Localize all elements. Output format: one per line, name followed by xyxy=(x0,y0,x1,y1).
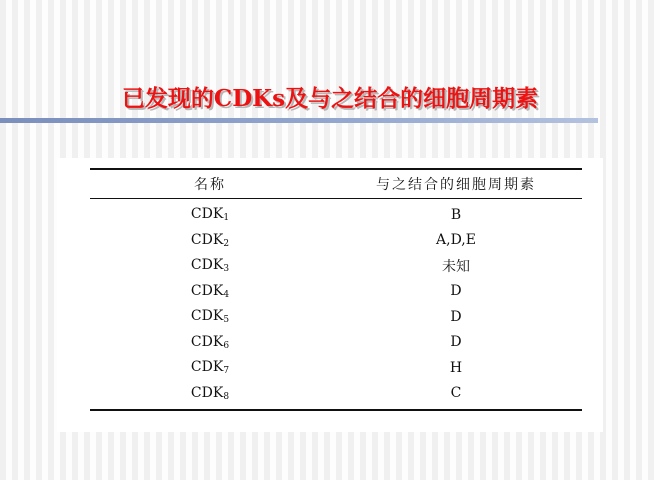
slide-title: 已发现的CDKs及与之结合的细胞周期素 xyxy=(121,85,539,112)
cyclin-cell: D xyxy=(450,334,462,351)
cdk-name-cell xyxy=(90,228,330,254)
cdk-name-cell xyxy=(90,381,330,411)
cdk-subscript: 4 xyxy=(223,289,230,300)
cdk-name: CDK xyxy=(190,308,224,325)
cyclin-cell: D xyxy=(450,283,462,300)
table-row xyxy=(90,199,582,228)
table-row xyxy=(90,355,582,381)
cdk-subscript: 1 xyxy=(223,213,230,224)
table-row xyxy=(90,304,582,330)
table-row xyxy=(90,279,582,305)
cyclin-cell: 未知 xyxy=(442,258,470,275)
cdk-name: CDK xyxy=(190,359,224,376)
table-row xyxy=(90,228,582,254)
cdk-cyclin-table xyxy=(90,168,582,411)
cdk-name-cell xyxy=(90,330,330,356)
header-name: 名称 xyxy=(194,177,226,193)
cdk-subscript: 8 xyxy=(223,391,230,402)
cdk-name: CDK xyxy=(190,282,224,299)
table-panel xyxy=(57,158,603,432)
table-header-row xyxy=(90,169,582,199)
cdk-subscript: 7 xyxy=(223,366,230,377)
cdk-name-cell xyxy=(90,355,330,381)
cdk-name-cell xyxy=(90,253,330,279)
cyclin-cell: B xyxy=(450,206,462,223)
table-row xyxy=(90,330,582,356)
cdk-name-cell xyxy=(90,279,330,305)
cdk-name: CDK xyxy=(190,257,224,274)
header-cyclins: 与之结合的细胞周期素 xyxy=(376,177,536,193)
cdk-name: CDK xyxy=(190,231,224,248)
cyclin-cell: D xyxy=(450,308,462,325)
cdk-subscript: 3 xyxy=(223,264,230,275)
cdk-name-cell xyxy=(90,304,330,330)
cdk-name: CDK xyxy=(190,333,224,350)
cdk-subscript: 2 xyxy=(223,238,230,249)
cdk-subscript: 6 xyxy=(223,340,230,351)
cdk-name: CDK xyxy=(190,206,224,223)
cyclin-cell: H xyxy=(449,359,463,376)
table-row xyxy=(90,253,582,279)
cdk-subscript: 5 xyxy=(223,315,230,326)
title-underline-bar xyxy=(0,118,598,123)
table-row xyxy=(90,381,582,411)
cyclin-cell: A,D,E xyxy=(436,232,476,249)
cyclin-cell: C xyxy=(450,385,462,402)
cdk-name: CDK xyxy=(190,384,224,401)
cdk-name-cell xyxy=(90,199,330,228)
